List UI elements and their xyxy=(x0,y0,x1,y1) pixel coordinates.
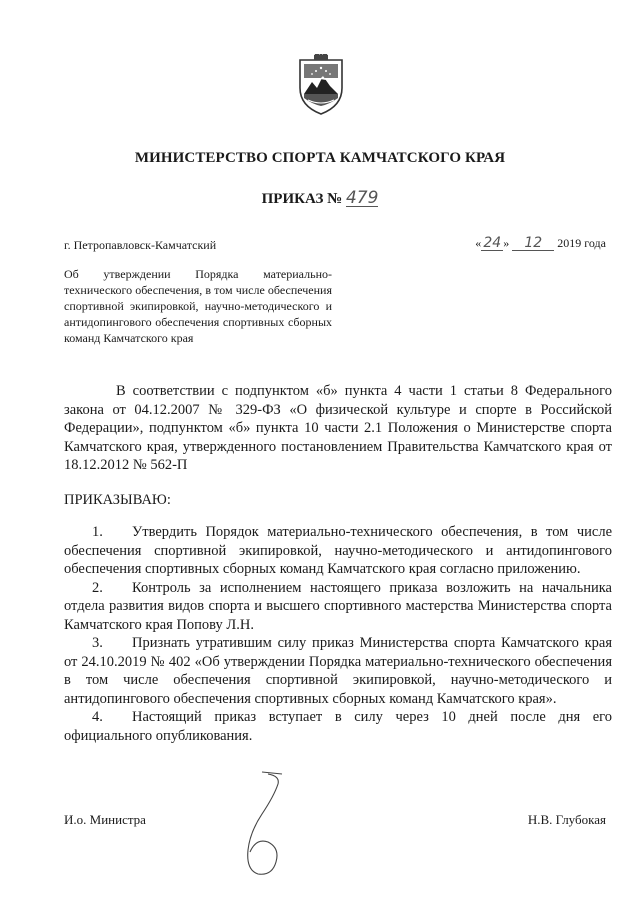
preamble-paragraph: В соответствии с подпунктом «б» пункта 4 части 1 статьи 8 Федерального закона от 04.12.2007 № 329-ФЗ «О физической культуре и спорте в Российской Федерации», подпунктом «б» пункта 10 части 2.1 Положения о Министерстве спорта Камчатского края, утвержденного постановлением Правительства Камчатского края от 18.12.2012 № 562-П xyxy=(64,383,612,473)
item-number: 3. xyxy=(92,635,103,651)
item-text: Контроль за исполнением настоящего приказа возложить на начальника отдела развития видов спорта и высшего спортивного мастерства Министерства спорта Камчатского края Попову Л.Н. xyxy=(64,579,612,633)
item-text: Настоящий приказ вступает в силу через 10 дней после дня его официального опубликования. xyxy=(64,709,612,744)
order-item xyxy=(64,634,612,708)
date-close-quote: » xyxy=(503,236,510,250)
order-label: ПРИКАЗ № xyxy=(261,191,343,207)
order-body xyxy=(64,382,612,745)
item-text: Утвердить Порядок материально-технического обеспечения, в том числе обеспечения спортивной экипировкой, научно-методического и антидопингового обеспечения спортивных сборных команд Камчатского края согласно приложению. xyxy=(64,524,612,577)
coat-of-arms-emblem xyxy=(296,54,346,116)
place-of-issue: г. Петропавловск-Камчатский xyxy=(64,238,217,252)
item-number: 2. xyxy=(92,579,103,596)
date-year: 2019 года xyxy=(557,236,606,250)
signatory-name: Н.В. Глубокая xyxy=(527,812,606,827)
order-number: 479 xyxy=(345,188,379,208)
date-open-quote: « xyxy=(475,236,482,250)
item-number: 4. xyxy=(92,709,103,725)
order-subject: Об утверждении Порядка материально-технического обеспечения, в том числе обеспечения спортивной экипировкой, научно-методического и антидопингового обеспечения спортивных сборных команд Камчатского края xyxy=(64,267,332,345)
item-text: Признать утратившим силу приказ Министерства спорта Камчатского края от 24.10.2019 № 402 «Об утверждении Порядка материально-технического обеспечения в том числе обеспечения спортивной экипировкой, научно-методического и антидопингового обеспечения спортивных сборных команд Камчатского края». xyxy=(64,635,612,707)
order-date xyxy=(475,236,606,251)
order-directive: ПРИКАЗЫВАЮ: xyxy=(64,491,171,508)
order-item xyxy=(64,523,612,579)
date-day: 24 xyxy=(481,236,503,251)
order-item xyxy=(64,579,612,635)
order-heading xyxy=(0,190,640,208)
handwritten-signature xyxy=(228,770,298,880)
order-item xyxy=(64,708,612,745)
ministry-title: МИНИСТЕРСТВО СПОРТА КАМЧАТСКОГО КРАЯ xyxy=(134,150,506,166)
signatory-position: И.о. Министра xyxy=(64,812,146,827)
date-month: 12 xyxy=(512,236,554,251)
item-number: 1. xyxy=(92,524,103,540)
